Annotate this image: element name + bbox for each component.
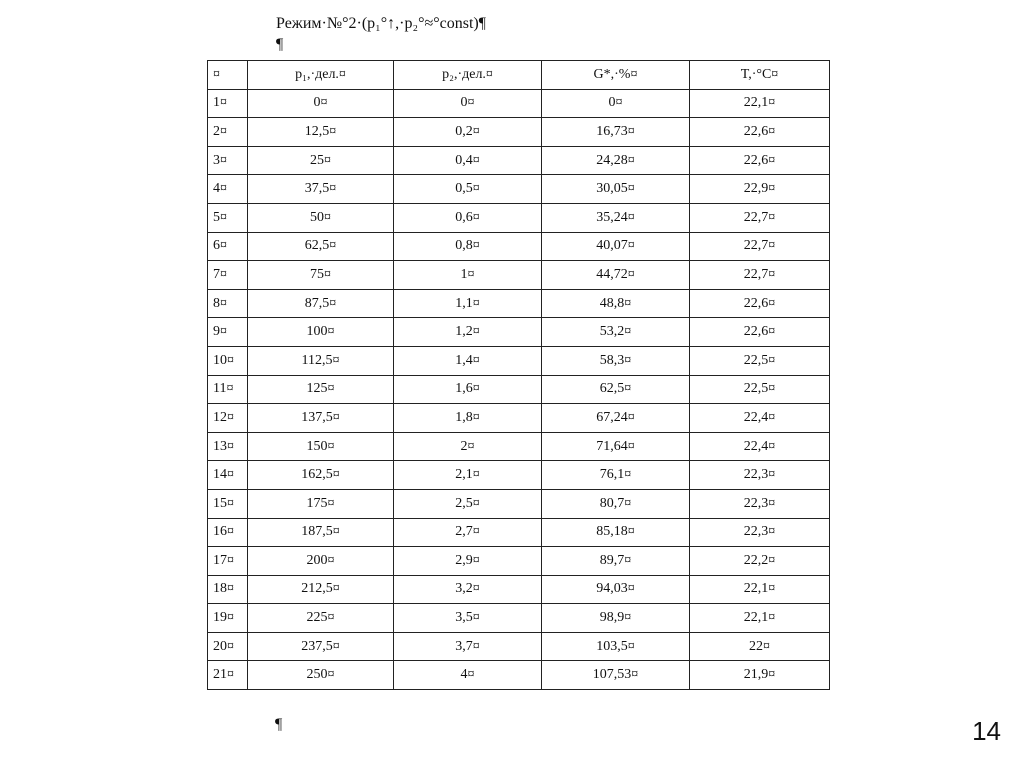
table-row	[208, 661, 830, 690]
cell-g: 76,1¤	[542, 461, 690, 490]
cell-p1: 200¤	[248, 547, 394, 576]
cell-index: 6¤	[208, 232, 248, 261]
cell-t: 22,2¤	[690, 547, 830, 576]
cell-g: 71,64¤	[542, 432, 690, 461]
cell-p1: 75¤	[248, 261, 394, 290]
cell-p2: 1¤	[394, 261, 542, 290]
cell-g: 35,24¤	[542, 203, 690, 232]
cell-p2: 1,2¤	[394, 318, 542, 347]
cell-p2: 1,6¤	[394, 375, 542, 404]
cell-index: 14¤	[208, 461, 248, 490]
cell-t: 22,3¤	[690, 518, 830, 547]
cell-index: 9¤	[208, 318, 248, 347]
cell-p1: 212,5¤	[248, 575, 394, 604]
cell-index: 4¤	[208, 175, 248, 204]
table-row	[208, 632, 830, 661]
cell-index: 13¤	[208, 432, 248, 461]
cell-p2: 1,8¤	[394, 404, 542, 433]
cell-g: 98,9¤	[542, 604, 690, 633]
cell-p2: 0,2¤	[394, 118, 542, 147]
table-row	[208, 118, 830, 147]
table-row	[208, 346, 830, 375]
cell-g: 58,3¤	[542, 346, 690, 375]
cell-p2: 3,2¤	[394, 575, 542, 604]
cell-index: 8¤	[208, 289, 248, 318]
cell-p2: 1,1¤	[394, 289, 542, 318]
cell-g: 48,8¤	[542, 289, 690, 318]
cell-p2: 3,5¤	[394, 604, 542, 633]
cell-index: 18¤	[208, 575, 248, 604]
cell-p1: 37,5¤	[248, 175, 394, 204]
cell-index: 1¤	[208, 89, 248, 118]
cell-index: 20¤	[208, 632, 248, 661]
cell-g: 80,7¤	[542, 489, 690, 518]
cell-p2: 0,8¤	[394, 232, 542, 261]
header-cell-p2: p₂,·дел.¤	[394, 61, 542, 90]
cell-index: 5¤	[208, 203, 248, 232]
table-row	[208, 232, 830, 261]
table-row	[208, 604, 830, 633]
cell-p2: 2,9¤	[394, 547, 542, 576]
cell-p1: 162,5¤	[248, 461, 394, 490]
paragraph-mark-top: ¶	[276, 36, 284, 53]
cell-p2: 2,7¤	[394, 518, 542, 547]
slide-page-number: 14	[972, 716, 1001, 746]
cell-t: 22,7¤	[690, 203, 830, 232]
cell-index: 3¤	[208, 146, 248, 175]
cell-t: 22,1¤	[690, 89, 830, 118]
cell-p2: 3,7¤	[394, 632, 542, 661]
cell-p2: 1,4¤	[394, 346, 542, 375]
cell-p2: 4¤	[394, 661, 542, 690]
cell-t: 22,5¤	[690, 346, 830, 375]
document-title: Режим·№°2·(p₁°↑,·p₂°≈°const)¶	[276, 15, 486, 32]
header-cell-g: G*,·%¤	[542, 61, 690, 90]
table-header-row	[208, 61, 830, 90]
cell-g: 24,28¤	[542, 146, 690, 175]
cell-p1: 187,5¤	[248, 518, 394, 547]
cell-g: 89,7¤	[542, 547, 690, 576]
cell-t: 22,9¤	[690, 175, 830, 204]
cell-p2: 2¤	[394, 432, 542, 461]
cell-p1: 12,5¤	[248, 118, 394, 147]
table-row	[208, 432, 830, 461]
paragraph-mark-bottom: ¶	[275, 716, 283, 733]
cell-p2: 0,6¤	[394, 203, 542, 232]
cell-p1: 62,5¤	[248, 232, 394, 261]
cell-t: 22,1¤	[690, 575, 830, 604]
cell-p1: 0¤	[248, 89, 394, 118]
cell-p1: 100¤	[248, 318, 394, 347]
cell-p1: 137,5¤	[248, 404, 394, 433]
cell-t: 22,3¤	[690, 461, 830, 490]
cell-p1: 25¤	[248, 146, 394, 175]
cell-g: 0¤	[542, 89, 690, 118]
cell-g: 85,18¤	[542, 518, 690, 547]
cell-t: 22,3¤	[690, 489, 830, 518]
cell-t: 22,4¤	[690, 404, 830, 433]
cell-p2: 0,5¤	[394, 175, 542, 204]
cell-p1: 87,5¤	[248, 289, 394, 318]
cell-p1: 250¤	[248, 661, 394, 690]
cell-g: 67,24¤	[542, 404, 690, 433]
table-row	[208, 175, 830, 204]
cell-p1: 112,5¤	[248, 346, 394, 375]
table-body	[208, 61, 830, 690]
table-row	[208, 318, 830, 347]
cell-index: 21¤	[208, 661, 248, 690]
cell-p2: 2,1¤	[394, 461, 542, 490]
header-cell-p1: p₁,·дел.¤	[248, 61, 394, 90]
cell-p1: 237,5¤	[248, 632, 394, 661]
cell-t: 22,4¤	[690, 432, 830, 461]
cell-t: 22,6¤	[690, 118, 830, 147]
cell-p1: 175¤	[248, 489, 394, 518]
table-row	[208, 375, 830, 404]
cell-p1: 150¤	[248, 432, 394, 461]
cell-t: 22,6¤	[690, 146, 830, 175]
cell-p1: 50¤	[248, 203, 394, 232]
header-cell-index: ¤	[208, 61, 248, 90]
table-row	[208, 146, 830, 175]
cell-g: 16,73¤	[542, 118, 690, 147]
cell-g: 107,53¤	[542, 661, 690, 690]
cell-g: 53,2¤	[542, 318, 690, 347]
cell-index: 10¤	[208, 346, 248, 375]
measurement-table	[207, 60, 830, 690]
cell-index: 17¤	[208, 547, 248, 576]
table-row	[208, 575, 830, 604]
cell-index: 16¤	[208, 518, 248, 547]
cell-g: 40,07¤	[542, 232, 690, 261]
table-row	[208, 289, 830, 318]
cell-g: 62,5¤	[542, 375, 690, 404]
header-cell-t: T,·°C¤	[690, 61, 830, 90]
cell-index: 15¤	[208, 489, 248, 518]
cell-t: 22¤	[690, 632, 830, 661]
cell-index: 12¤	[208, 404, 248, 433]
cell-t: 21,9¤	[690, 661, 830, 690]
cell-t: 22,6¤	[690, 318, 830, 347]
cell-t: 22,7¤	[690, 261, 830, 290]
table-row	[208, 489, 830, 518]
data-table-container	[207, 60, 830, 690]
cell-t: 22,6¤	[690, 289, 830, 318]
cell-p1: 225¤	[248, 604, 394, 633]
cell-g: 44,72¤	[542, 261, 690, 290]
cell-t: 22,5¤	[690, 375, 830, 404]
cell-t: 22,7¤	[690, 232, 830, 261]
cell-index: 19¤	[208, 604, 248, 633]
cell-p2: 0¤	[394, 89, 542, 118]
cell-p1: 125¤	[248, 375, 394, 404]
table-row	[208, 203, 830, 232]
table-row	[208, 261, 830, 290]
cell-p2: 0,4¤	[394, 146, 542, 175]
cell-index: 2¤	[208, 118, 248, 147]
cell-g: 94,03¤	[542, 575, 690, 604]
table-row	[208, 518, 830, 547]
cell-t: 22,1¤	[690, 604, 830, 633]
table-row	[208, 547, 830, 576]
table-row	[208, 461, 830, 490]
cell-index: 11¤	[208, 375, 248, 404]
table-row	[208, 404, 830, 433]
table-row	[208, 89, 830, 118]
cell-p2: 2,5¤	[394, 489, 542, 518]
cell-g: 103,5¤	[542, 632, 690, 661]
cell-g: 30,05¤	[542, 175, 690, 204]
cell-index: 7¤	[208, 261, 248, 290]
